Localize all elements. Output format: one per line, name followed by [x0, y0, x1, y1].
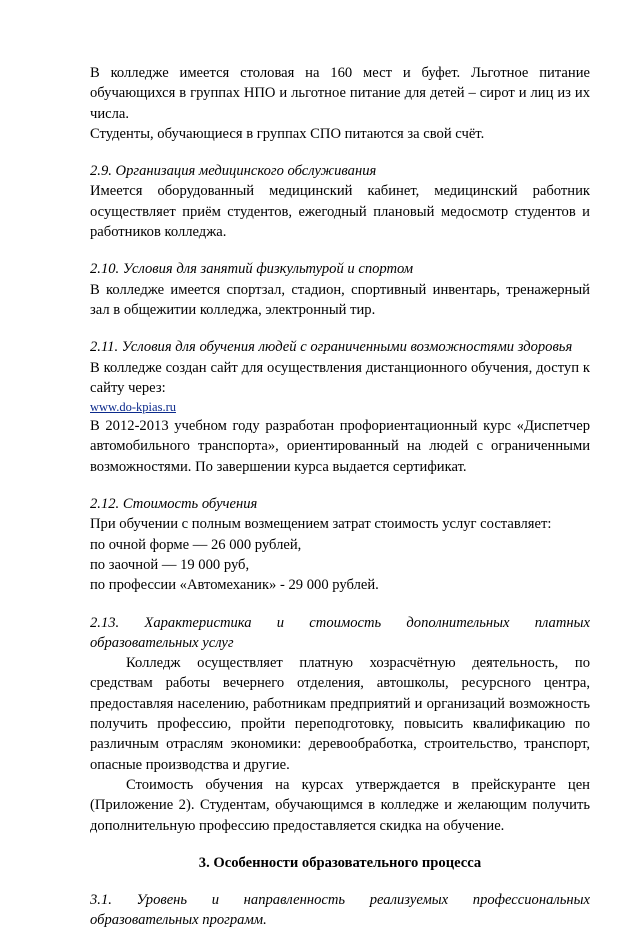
paid-services-paragraph: Колледж осуществляет платную хозрасчётную деятельность, по средствам работы вечернего отделения, автошколы, ресурсного центра, предоставляя населению, работникам предприятий и организаций возможность получить профессию, пройти переподготовку, повысить квалификацию по различным отраслям экономики: деревообработка, строительство, транспорт, опасные производства и другие.: [90, 655, 590, 773]
disability-heading: 2.11. Условия для обучения людей с ограниченными возможностями здоровья: [90, 339, 573, 356]
cost-heading: 2.12. Стоимость обучения: [90, 496, 258, 513]
section-3-title: 3. Особенности образовательного процесса: [198, 854, 482, 871]
cost-mechanic: по профессии «Автомеханик» - 29 000 рублей.: [90, 577, 379, 594]
sport-heading: 2.10. Условия для занятий физкультурой и спортом: [90, 261, 414, 278]
cost-fulltime: по очной форме — 26 000 рублей,: [90, 536, 302, 553]
distance-learning-link[interactable]: www.do-kpias.ru: [90, 400, 176, 415]
paid-services-price-paragraph: Стоимость обучения на курсах утверждается в прейскуранте цен (Приложение 2). Студентам, обучающимся в колледже и желающим получить дополнительную профессию предоставляется скидка на обучение.: [90, 776, 590, 834]
disability-paragraph: В колледже создан сайт для осуществления дистанционного обучения, доступ к сайту через:: [90, 359, 590, 396]
cost-intro: При обучении с полным возмещением затрат стоимость услуг составляет:: [90, 516, 552, 533]
medical-paragraph: Имеется оборудованный медицинский кабинет, медицинский работник осуществляет приём студентов, ежегодный плановый медосмотр студентов и работников колледжа.: [90, 183, 590, 241]
page-content: [90, 63, 590, 931]
dining-self-pay-paragraph: Студенты, обучающиеся в группах СПО питаются за свой счёт.: [90, 125, 485, 142]
medical-heading: 2.9. Организация медицинского обслуживания: [90, 163, 377, 180]
paid-services-heading: 2.13. Характеристика и стоимость дополнительных платных образовательных услуг: [90, 614, 590, 651]
dining-paragraph: В колледже имеется столовая на 160 мест и буфет. Льготное питание обучающихся в группах НПО и льготное питание для детей – сирот и лиц из их числа.: [90, 65, 590, 122]
disability-course-paragraph: В 2012-2013 учебном году разработан профориентационный курс «Диспетчер автомобильного транспорта», ориентированный на людей с ограниченными возможностями. По завершении курса выдается сертификат.: [90, 418, 590, 475]
section-3-1-heading: 3.1. Уровень и направленность реализуемых профессиональных образовательных программ.: [90, 892, 590, 929]
sport-paragraph: В колледже имеется спортзал, стадион, спортивный инвентарь, тренажерный зал в общежитии колледжа, электронный тир.: [90, 281, 590, 318]
cost-parttime: по заочной — 19 000 руб,: [90, 556, 250, 573]
